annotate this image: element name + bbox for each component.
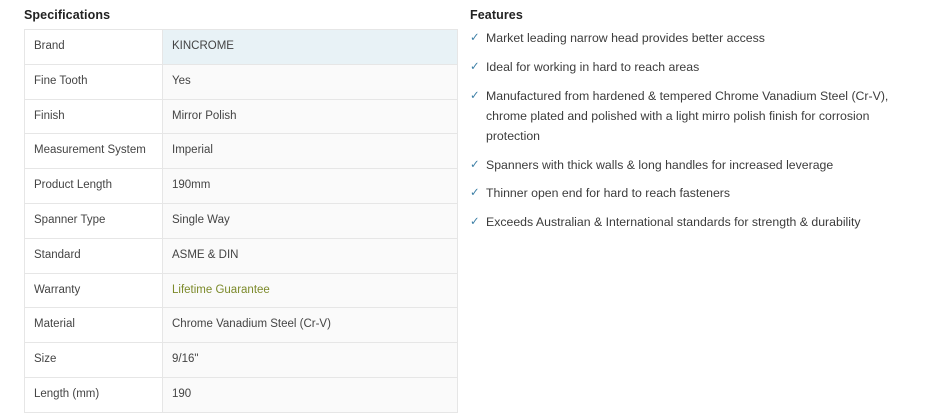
feature-text: Manufactured from hardened & tempered Chrome Vanadium Steel (Cr-V), chrome plated and polished with a light mirro polish finish for corrosion protection — [486, 88, 889, 143]
feature-text: Market leading narrow head provides better access — [486, 31, 765, 45]
list-item — [470, 184, 910, 204]
specifications-table — [24, 29, 458, 413]
spec-label: Measurement System — [25, 134, 163, 169]
spec-label: Product Length — [25, 169, 163, 204]
table-row — [25, 169, 458, 204]
spec-label: Size — [25, 343, 163, 378]
spec-label: Standard — [25, 238, 163, 273]
spec-value: Chrome Vanadium Steel (Cr-V) — [163, 308, 458, 343]
specifications-section — [24, 8, 458, 413]
list-item — [470, 156, 910, 176]
table-row — [25, 238, 458, 273]
spec-value: 190 — [163, 377, 458, 412]
features-list — [470, 29, 910, 233]
spec-label: Material — [25, 308, 163, 343]
spec-label: Fine Tooth — [25, 64, 163, 99]
check-icon: ✓ — [470, 32, 480, 44]
spec-label: Length (mm) — [25, 377, 163, 412]
feature-text: Ideal for working in hard to reach areas — [486, 59, 700, 74]
table-row — [25, 134, 458, 169]
feature-text: Spanners with thick walls & long handles for increased leverage — [486, 157, 834, 172]
specifications-table-body — [25, 30, 458, 413]
spec-value: Imperial — [163, 134, 458, 169]
check-icon: ✓ — [470, 60, 480, 73]
list-item — [470, 29, 910, 49]
spec-label: Brand — [25, 30, 163, 65]
check-icon: ✓ — [470, 187, 480, 200]
spec-value: KINCROME — [163, 30, 458, 65]
spec-value: Single Way — [163, 203, 458, 238]
table-row — [25, 343, 458, 378]
check-icon: ✓ — [470, 89, 480, 102]
spec-label: Finish — [25, 99, 163, 134]
features-heading: Features — [470, 8, 523, 22]
feature-text: Exceeds Australian & International standards for strength & durability — [486, 215, 861, 230]
spec-value: 190mm — [163, 169, 458, 204]
feature-text: Thinner open end for hard to reach fasteners — [486, 186, 731, 201]
table-row — [25, 273, 458, 308]
spec-value: ASME & DIN — [163, 238, 458, 273]
spec-label: Warranty — [25, 273, 163, 308]
check-icon: ✓ — [470, 158, 480, 171]
list-item — [470, 213, 910, 233]
list-item — [470, 87, 910, 147]
spec-value: Yes — [163, 64, 458, 99]
specifications-heading: Specifications — [24, 8, 111, 22]
table-row — [25, 30, 458, 65]
table-row — [25, 377, 458, 412]
table-row — [25, 64, 458, 99]
spec-value: Lifetime Guarantee — [163, 273, 458, 308]
spec-value: Mirror Polish — [163, 99, 458, 134]
features-section — [470, 8, 910, 242]
spec-label: Spanner Type — [25, 203, 163, 238]
list-item — [470, 58, 910, 78]
spec-value: 9/16" — [163, 343, 458, 378]
check-icon: ✓ — [470, 216, 480, 229]
table-row — [25, 99, 458, 134]
table-row — [25, 203, 458, 238]
table-row — [25, 308, 458, 343]
